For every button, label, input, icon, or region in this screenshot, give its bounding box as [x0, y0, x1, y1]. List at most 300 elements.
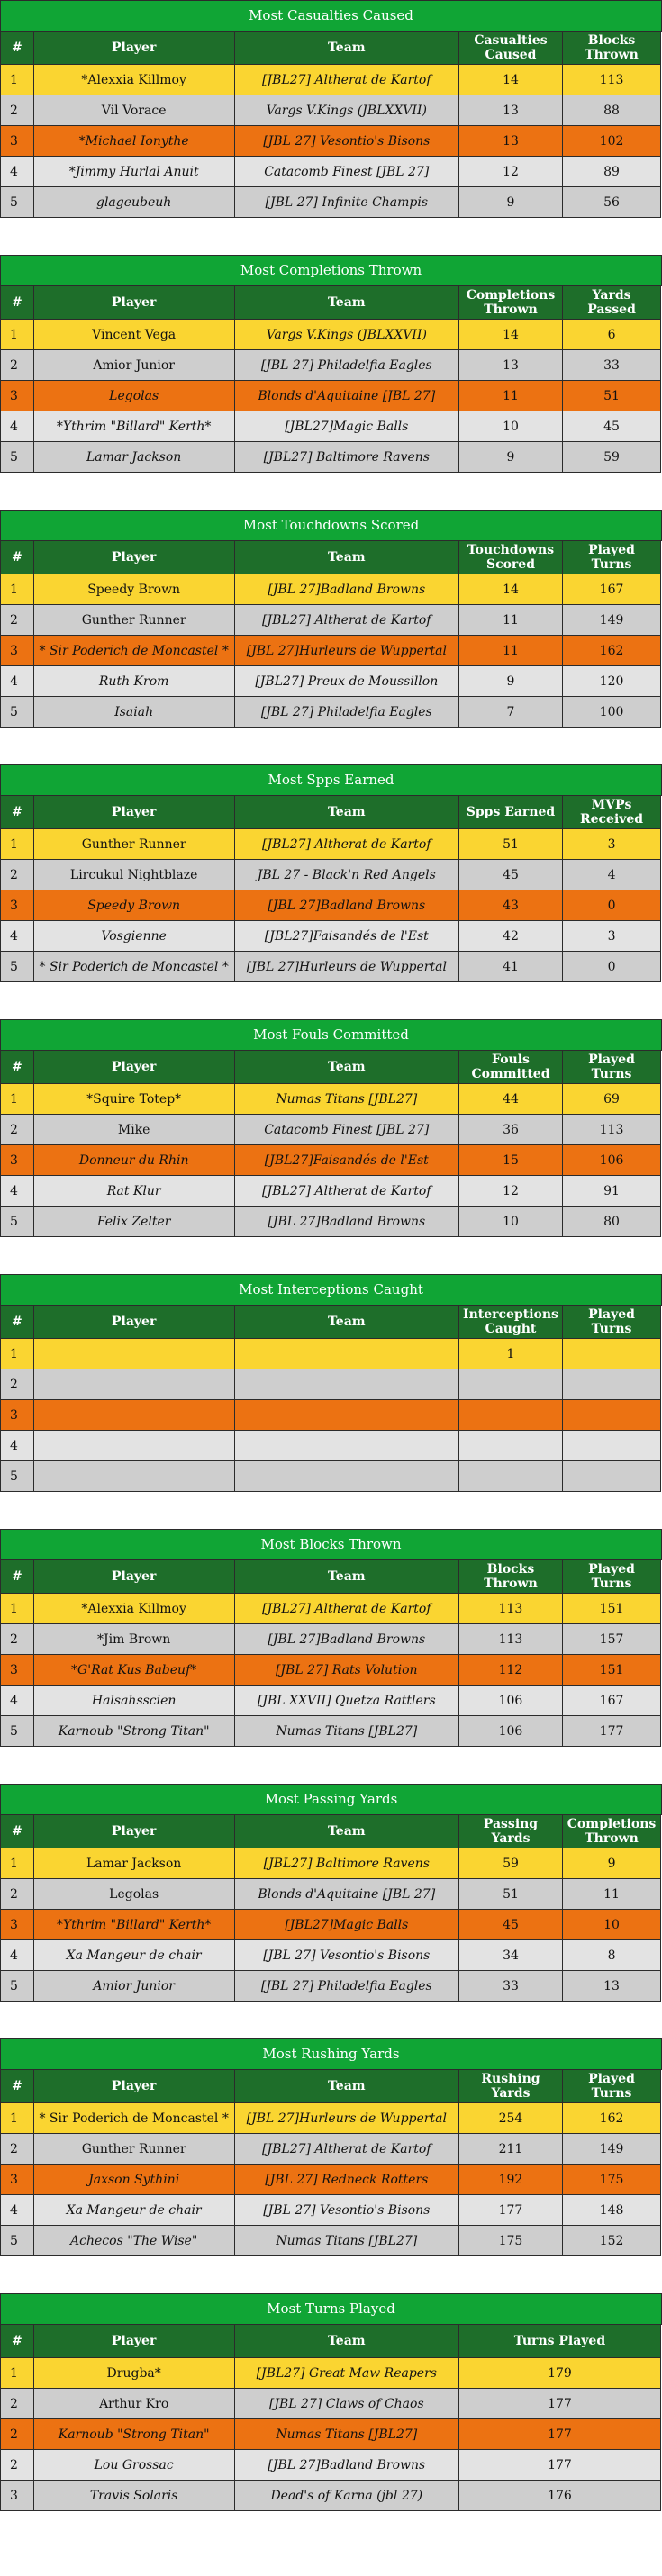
value-2-cell: 0: [563, 952, 661, 982]
rank-cell: 3: [1, 1145, 34, 1176]
rank-cell: 4: [1, 1176, 34, 1207]
value-1-cell: 42: [458, 921, 562, 952]
value-1-cell: 51: [458, 1879, 562, 1910]
team-cell: Dead's of Karna (jbl 27): [234, 2481, 458, 2511]
column-header-value-1: Interceptions Caught: [458, 1306, 562, 1339]
table-row: [1, 1176, 661, 1207]
team-cell: [JBL 27] Rats Volution: [234, 1655, 458, 1686]
column-header-player: Player: [33, 32, 234, 65]
table-row: [1, 187, 661, 218]
value-1-cell: 13: [458, 350, 562, 381]
player-cell: *Alexxia Killmoy: [33, 65, 234, 95]
team-cell: [JBL27] Preux de Moussillon: [234, 666, 458, 697]
table-row: [1, 1339, 661, 1369]
value-1-cell: [458, 1400, 562, 1431]
team-cell: [JBL 27]Badland Browns: [234, 574, 458, 605]
column-header-value-1: Rushing Yards: [458, 2070, 562, 2103]
player-cell: Amior Junior: [33, 350, 234, 381]
table-row: [1, 1115, 661, 1145]
table-row: [1, 2103, 661, 2134]
value-2-cell: 177: [563, 1716, 661, 1747]
table-row: [1, 2134, 661, 2165]
team-cell: [JBL 27] Philadelfia Eagles: [234, 697, 458, 728]
player-cell: Ruth Krom: [33, 666, 234, 697]
value-1-cell: [458, 1461, 562, 1492]
team-cell: [234, 1400, 458, 1431]
table-row: [1, 1686, 661, 1716]
table-row: [1, 2419, 661, 2450]
value-2-cell: 89: [563, 157, 661, 187]
value-2-cell: 113: [563, 65, 661, 95]
player-cell: Gunther Runner: [33, 829, 234, 860]
column-header-rank: #: [1, 1051, 34, 1084]
player-cell: *Jim Brown: [33, 1624, 234, 1655]
table-row: [1, 65, 661, 95]
team-cell: [JBL 27] Philadelfia Eagles: [234, 350, 458, 381]
rank-cell: 3: [1, 2481, 34, 2511]
table-row: [1, 1145, 661, 1176]
section-title: Most Passing Yards: [0, 1784, 662, 1815]
player-cell: *Michael Ionythe: [33, 126, 234, 157]
column-header-value-1: Touchdowns Scored: [458, 541, 562, 574]
player-cell: Karnoub "Strong Titan": [33, 2419, 234, 2450]
rank-cell: 4: [1, 1940, 34, 1971]
header-row: [1, 1560, 661, 1594]
team-cell: Numas Titans [JBL27]: [234, 2226, 458, 2256]
stat-table: [0, 2324, 661, 2511]
team-cell: [JBL27] Altherat de Kartof: [234, 605, 458, 636]
player-cell: Speedy Brown: [33, 574, 234, 605]
rank-cell: 1: [1, 1339, 34, 1369]
team-cell: [JBL 27]Hurleurs de Wuppertal: [234, 636, 458, 666]
team-cell: [JBL 27]Badland Browns: [234, 2450, 458, 2481]
player-cell: Vincent Vega: [33, 320, 234, 350]
value-2-cell: [563, 1339, 661, 1369]
column-header-value-2: Completions Thrown: [563, 1815, 661, 1848]
team-cell: [JBL 27] Vesontio's Bisons: [234, 126, 458, 157]
player-cell: Jaxson Sythini: [33, 2165, 234, 2195]
team-cell: [JBL 27] Vesontio's Bisons: [234, 2195, 458, 2226]
column-header-team: Team: [234, 286, 458, 320]
player-cell: [33, 1461, 234, 1492]
table-row: [1, 381, 661, 411]
team-cell: [234, 1431, 458, 1461]
table-row: [1, 1461, 661, 1492]
value-1-cell: 211: [458, 2134, 562, 2165]
value-2-cell: 175: [563, 2165, 661, 2195]
column-header-rank: #: [1, 32, 34, 65]
column-header-rank: #: [1, 2070, 34, 2103]
rank-cell: 2: [1, 1879, 34, 1910]
player-cell: Achecos "The Wise": [33, 2226, 234, 2256]
stat-table: [0, 1814, 661, 2002]
rank-cell: 5: [1, 1207, 34, 1237]
value-2-cell: 113: [563, 1115, 661, 1145]
player-cell: *Ythrim "Billard" Kerth*: [33, 411, 234, 442]
rank-cell: 5: [1, 1971, 34, 2002]
team-cell: Blonds d'Aquitaine [JBL 27]: [234, 1879, 458, 1910]
column-header-player: Player: [33, 2325, 234, 2358]
column-header-rank: #: [1, 541, 34, 574]
rank-cell: 2: [1, 1624, 34, 1655]
column-header-value-1: Casualties Caused: [458, 32, 562, 65]
team-cell: [JBL XXVII] Quetza Rattlers: [234, 1686, 458, 1716]
rank-cell: 1: [1, 1594, 34, 1624]
value-1-cell: 13: [458, 95, 562, 126]
rank-cell: 4: [1, 666, 34, 697]
value-1-cell: 45: [458, 860, 562, 890]
table-row: [1, 2389, 661, 2419]
value-1-cell: 14: [458, 65, 562, 95]
rank-cell: 3: [1, 890, 34, 921]
header-row: [1, 32, 661, 65]
team-cell: [234, 1339, 458, 1369]
table-row: [1, 350, 661, 381]
table-row: [1, 1624, 661, 1655]
column-header-value-1: Blocks Thrown: [458, 1560, 562, 1594]
column-header-player: Player: [33, 2070, 234, 2103]
value-2-cell: [563, 1369, 661, 1400]
header-row: [1, 1306, 661, 1339]
table-row: [1, 890, 661, 921]
rank-cell: 5: [1, 1716, 34, 1747]
rank-cell: 3: [1, 2165, 34, 2195]
value-1-cell: 9: [458, 187, 562, 218]
player-cell: Gunther Runner: [33, 605, 234, 636]
table-row: [1, 574, 661, 605]
player-cell: Lircukul Nightblaze: [33, 860, 234, 890]
value-2-cell: 69: [563, 1084, 661, 1115]
value-2-cell: 80: [563, 1207, 661, 1237]
rank-cell: 3: [1, 1910, 34, 1940]
team-cell: [JBL 27] Claws of Chaos: [234, 2389, 458, 2419]
table-row: [1, 1848, 661, 1879]
value-1-cell: 33: [458, 1971, 562, 2002]
column-header-value-1: Completions Thrown: [458, 286, 562, 320]
team-cell: [JBL27]Magic Balls: [234, 411, 458, 442]
team-cell: [JBL 27]Hurleurs de Wuppertal: [234, 952, 458, 982]
value-1-cell: 11: [458, 381, 562, 411]
player-cell: * Sir Poderich de Moncastel *: [33, 952, 234, 982]
header-row: [1, 286, 661, 320]
rank-cell: 3: [1, 1400, 34, 1431]
column-header-player: Player: [33, 1306, 234, 1339]
stat-table: [0, 540, 661, 728]
team-cell: [JBL27]Magic Balls: [234, 1910, 458, 1940]
team-cell: Numas Titans [JBL27]: [234, 1716, 458, 1747]
player-cell: * Sir Poderich de Moncastel *: [33, 2103, 234, 2134]
player-cell: * Sir Poderich de Moncastel *: [33, 636, 234, 666]
team-cell: Blonds d'Aquitaine [JBL 27]: [234, 381, 458, 411]
value-1-cell: 9: [458, 666, 562, 697]
section-title: Most Completions Thrown: [0, 255, 662, 286]
rank-cell: 2: [1, 350, 34, 381]
value-1-cell: 11: [458, 605, 562, 636]
rank-cell: 3: [1, 126, 34, 157]
table-row: [1, 1594, 661, 1624]
team-cell: [JBL 27]Hurleurs de Wuppertal: [234, 2103, 458, 2134]
column-header-value-2: Played Turns: [563, 2070, 661, 2103]
rank-cell: 1: [1, 1084, 34, 1115]
value-1-cell: 179: [458, 2358, 660, 2389]
player-cell: Isaiah: [33, 697, 234, 728]
value-1-cell: 36: [458, 1115, 562, 1145]
value-2-cell: 33: [563, 350, 661, 381]
column-header-value-2: Yards Passed: [563, 286, 661, 320]
value-1-cell: 113: [458, 1624, 562, 1655]
table-row: [1, 921, 661, 952]
column-header-team: Team: [234, 1815, 458, 1848]
value-1-cell: 106: [458, 1716, 562, 1747]
value-2-cell: 162: [563, 2103, 661, 2134]
player-cell: Gunther Runner: [33, 2134, 234, 2165]
player-cell: Halsahsscien: [33, 1686, 234, 1716]
column-header-team: Team: [234, 2325, 458, 2358]
value-1-cell: [458, 1431, 562, 1461]
player-cell: Amior Junior: [33, 1971, 234, 2002]
player-cell: Vil Vorace: [33, 95, 234, 126]
team-cell: [JBL27]Faisandés de l'Est: [234, 1145, 458, 1176]
column-header-player: Player: [33, 796, 234, 829]
player-cell: Mike: [33, 1115, 234, 1145]
value-1-cell: 176: [458, 2481, 660, 2511]
value-2-cell: [563, 1400, 661, 1431]
player-cell: Legolas: [33, 1879, 234, 1910]
team-cell: Catacomb Finest [JBL 27]: [234, 157, 458, 187]
value-2-cell: 151: [563, 1655, 661, 1686]
column-header-value-1: Spps Earned: [458, 796, 562, 829]
stat-table: [0, 31, 661, 218]
value-2-cell: 91: [563, 1176, 661, 1207]
value-1-cell: 10: [458, 1207, 562, 1237]
player-cell: Donneur du Rhin: [33, 1145, 234, 1176]
column-header-value-2: Played Turns: [563, 1560, 661, 1594]
value-1-cell: [458, 1369, 562, 1400]
value-2-cell: 100: [563, 697, 661, 728]
team-cell: [JBL27] Altherat de Kartof: [234, 1594, 458, 1624]
column-header-value-1: Fouls Committed: [458, 1051, 562, 1084]
rank-cell: 1: [1, 574, 34, 605]
rank-cell: 5: [1, 187, 34, 218]
value-1-cell: 177: [458, 2419, 660, 2450]
value-1-cell: 177: [458, 2389, 660, 2419]
table-row: [1, 95, 661, 126]
team-cell: Catacomb Finest [JBL 27]: [234, 1115, 458, 1145]
player-cell: Lamar Jackson: [33, 442, 234, 473]
team-cell: [JBL27] Altherat de Kartof: [234, 829, 458, 860]
table-row: [1, 1369, 661, 1400]
rank-cell: 4: [1, 921, 34, 952]
column-header-rank: #: [1, 1306, 34, 1339]
table-row: [1, 442, 661, 473]
player-cell: [33, 1400, 234, 1431]
rank-cell: 1: [1, 2358, 34, 2389]
rank-cell: 5: [1, 442, 34, 473]
player-cell: Lou Grossac: [33, 2450, 234, 2481]
rank-cell: 1: [1, 829, 34, 860]
header-row: [1, 1815, 661, 1848]
player-cell: [33, 1339, 234, 1369]
team-cell: Vargs V.Kings (JBLXXVII): [234, 320, 458, 350]
player-cell: [33, 1431, 234, 1461]
rank-cell: 5: [1, 952, 34, 982]
column-header-player: Player: [33, 1560, 234, 1594]
column-header-team: Team: [234, 1051, 458, 1084]
team-cell: Numas Titans [JBL27]: [234, 2419, 458, 2450]
team-cell: [JBL27] Altherat de Kartof: [234, 2134, 458, 2165]
column-header-value-1: Passing Yards: [458, 1815, 562, 1848]
column-header-team: Team: [234, 1306, 458, 1339]
section-title: Most Fouls Committed: [0, 1019, 662, 1051]
value-2-cell: 51: [563, 381, 661, 411]
player-cell: Arthur Kro: [33, 2389, 234, 2419]
rank-cell: 2: [1, 1369, 34, 1400]
rank-cell: 2: [1, 605, 34, 636]
rank-cell: 5: [1, 697, 34, 728]
rank-cell: 4: [1, 2195, 34, 2226]
value-2-cell: 6: [563, 320, 661, 350]
value-1-cell: 15: [458, 1145, 562, 1176]
column-header-value-2: MVPs Received: [563, 796, 661, 829]
value-1-cell: 106: [458, 1686, 562, 1716]
column-header-player: Player: [33, 541, 234, 574]
column-header-rank: #: [1, 796, 34, 829]
team-cell: [JBL27] Altherat de Kartof: [234, 1176, 458, 1207]
team-cell: [234, 1369, 458, 1400]
team-cell: [JBL27]Faisandés de l'Est: [234, 921, 458, 952]
table-row: [1, 2358, 661, 2389]
value-2-cell: 9: [563, 1848, 661, 1879]
player-cell: Travis Solaris: [33, 2481, 234, 2511]
team-cell: [234, 1461, 458, 1492]
value-1-cell: 45: [458, 1910, 562, 1940]
value-2-cell: 4: [563, 860, 661, 890]
table-row: [1, 1207, 661, 1237]
rank-cell: 4: [1, 1431, 34, 1461]
value-2-cell: 148: [563, 2195, 661, 2226]
table-row: [1, 697, 661, 728]
team-cell: [JBL27] Great Maw Reapers: [234, 2358, 458, 2389]
player-cell: *G'Rat Kus Babeuf*: [33, 1655, 234, 1686]
player-cell: Xa Mangeur de chair: [33, 1940, 234, 1971]
value-2-cell: 120: [563, 666, 661, 697]
player-cell: Drugba*: [33, 2358, 234, 2389]
team-cell: [JBL27] Baltimore Ravens: [234, 1848, 458, 1879]
column-header-value-2: Played Turns: [563, 541, 661, 574]
column-header-team: Team: [234, 2070, 458, 2103]
rank-cell: 1: [1, 1848, 34, 1879]
table-row: [1, 320, 661, 350]
team-cell: [JBL27] Altherat de Kartof: [234, 65, 458, 95]
value-1-cell: 41: [458, 952, 562, 982]
value-2-cell: 11: [563, 1879, 661, 1910]
stat-table: [0, 2069, 661, 2256]
section-title: Most Interceptions Caught: [0, 1274, 662, 1306]
team-cell: [JBL 27] Philadelfia Eagles: [234, 1971, 458, 2002]
value-2-cell: 152: [563, 2226, 661, 2256]
value-1-cell: 192: [458, 2165, 562, 2195]
column-header-value-2: Played Turns: [563, 1051, 661, 1084]
value-1-cell: 43: [458, 890, 562, 921]
value-1-cell: 175: [458, 2226, 562, 2256]
stat-table: [0, 1050, 661, 1237]
rank-cell: 3: [1, 636, 34, 666]
table-row: [1, 1940, 661, 1971]
rank-cell: 4: [1, 411, 34, 442]
stat-table: [0, 1559, 661, 1747]
column-header-rank: #: [1, 1560, 34, 1594]
value-1-cell: 177: [458, 2195, 562, 2226]
table-row: [1, 126, 661, 157]
value-1-cell: 177: [458, 2450, 660, 2481]
section-title: Most Spps Earned: [0, 764, 662, 796]
rank-cell: 1: [1, 65, 34, 95]
team-cell: [JBL 27]Badland Browns: [234, 1207, 458, 1237]
value-1-cell: 10: [458, 411, 562, 442]
value-2-cell: 157: [563, 1624, 661, 1655]
value-2-cell: 3: [563, 829, 661, 860]
value-2-cell: 3: [563, 921, 661, 952]
rank-cell: 2: [1, 2389, 34, 2419]
value-2-cell: 162: [563, 636, 661, 666]
column-header-team: Team: [234, 32, 458, 65]
table-row: [1, 1971, 661, 2002]
value-1-cell: 7: [458, 697, 562, 728]
value-1-cell: 44: [458, 1084, 562, 1115]
value-2-cell: 149: [563, 2134, 661, 2165]
player-cell: Rat Klur: [33, 1176, 234, 1207]
table-row: [1, 1084, 661, 1115]
value-1-cell: 14: [458, 574, 562, 605]
stat-table: [0, 285, 661, 473]
column-header-team: Team: [234, 541, 458, 574]
rank-cell: 1: [1, 2103, 34, 2134]
column-header-player: Player: [33, 286, 234, 320]
table-row: [1, 157, 661, 187]
player-cell: Lamar Jackson: [33, 1848, 234, 1879]
column-header-rank: #: [1, 286, 34, 320]
team-cell: [JBL27] Baltimore Ravens: [234, 442, 458, 473]
rank-cell: 2: [1, 1115, 34, 1145]
value-2-cell: 88: [563, 95, 661, 126]
team-cell: JBL 27 - Black'n Red Angels: [234, 860, 458, 890]
value-2-cell: 167: [563, 1686, 661, 1716]
value-1-cell: 59: [458, 1848, 562, 1879]
table-row: [1, 829, 661, 860]
stat-table: [0, 1305, 661, 1492]
column-header-rank: #: [1, 1815, 34, 1848]
team-cell: [JBL 27] Redneck Rotters: [234, 2165, 458, 2195]
value-2-cell: 102: [563, 126, 661, 157]
value-2-cell: 167: [563, 574, 661, 605]
column-header-player: Player: [33, 1815, 234, 1848]
stat-table: [0, 795, 661, 982]
player-cell: Legolas: [33, 381, 234, 411]
table-row: [1, 1655, 661, 1686]
value-1-cell: 113: [458, 1594, 562, 1624]
value-2-cell: 45: [563, 411, 661, 442]
table-row: [1, 860, 661, 890]
table-row: [1, 2450, 661, 2481]
table-row: [1, 2195, 661, 2226]
column-header-team: Team: [234, 1560, 458, 1594]
player-cell: *Alexxia Killmoy: [33, 1594, 234, 1624]
rank-cell: 2: [1, 860, 34, 890]
player-cell: *Ythrim "Billard" Kerth*: [33, 1910, 234, 1940]
section-title: Most Touchdowns Scored: [0, 510, 662, 541]
column-header-player: Player: [33, 1051, 234, 1084]
value-2-cell: 10: [563, 1910, 661, 1940]
